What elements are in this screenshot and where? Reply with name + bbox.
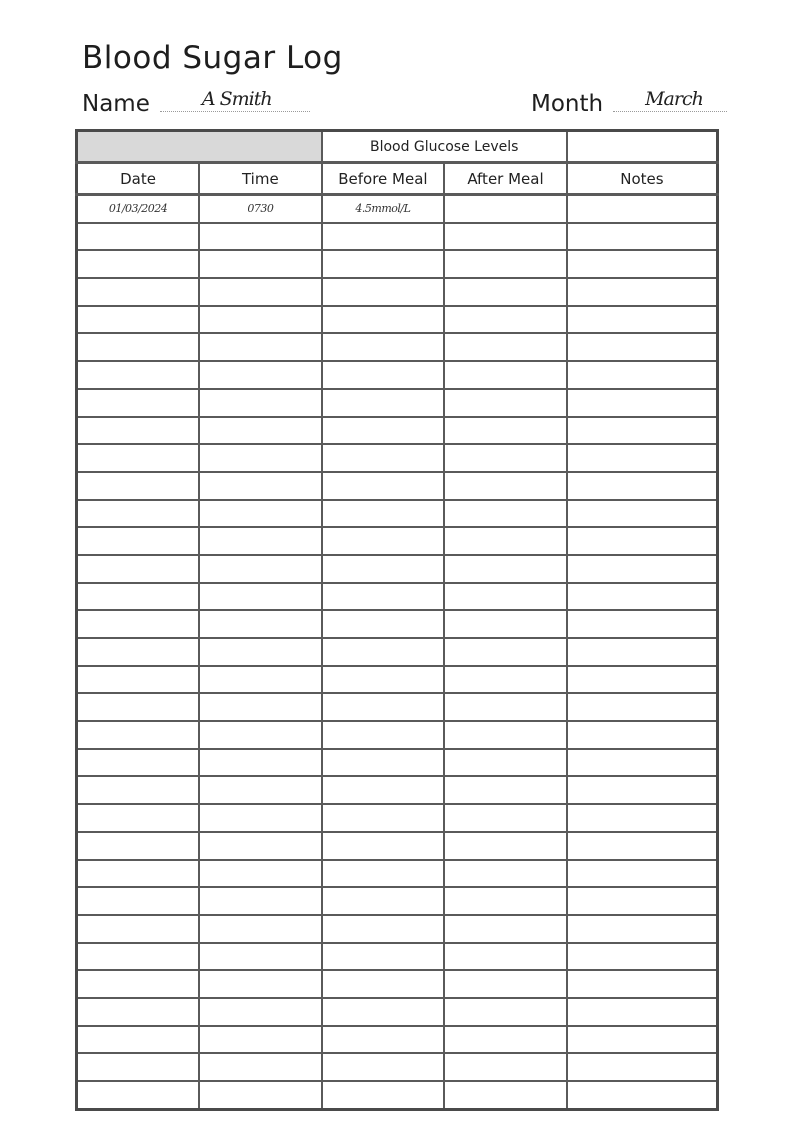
cell-date[interactable] — [77, 1053, 200, 1081]
cell-notes[interactable] — [567, 943, 718, 971]
table-row — [77, 417, 718, 445]
table-row — [77, 1026, 718, 1054]
cell-notes[interactable] — [567, 500, 718, 528]
cell-before-meal[interactable] — [322, 860, 445, 888]
cell-notes[interactable] — [567, 278, 718, 306]
table-row — [77, 638, 718, 666]
table-row — [77, 223, 718, 251]
blood-glucose-levels-header: Blood Glucose Levels — [322, 131, 567, 163]
cell-notes[interactable] — [567, 472, 718, 500]
table-row — [77, 278, 718, 306]
cell-after-meal[interactable] — [444, 444, 567, 472]
cell-time[interactable] — [199, 1026, 322, 1054]
cell-after-meal[interactable] — [444, 1053, 567, 1081]
cell-notes[interactable] — [567, 721, 718, 749]
page-title: Blood Sugar Log — [82, 40, 343, 76]
cell-before-meal[interactable] — [322, 500, 445, 528]
cell-time[interactable] — [199, 693, 322, 721]
cell-date[interactable] — [77, 250, 200, 278]
cell-time[interactable] — [199, 915, 322, 943]
cell-date[interactable] — [77, 804, 200, 832]
cell-date[interactable] — [77, 693, 200, 721]
cell-time[interactable] — [199, 278, 322, 306]
cell-notes[interactable] — [567, 804, 718, 832]
table-row — [77, 804, 718, 832]
table-row — [77, 472, 718, 500]
cell-time[interactable] — [199, 417, 322, 445]
column-header-time: Time — [199, 163, 322, 195]
cell-before-meal[interactable] — [322, 998, 445, 1026]
cell-notes[interactable] — [567, 527, 718, 555]
cell-date[interactable] — [77, 583, 200, 611]
cell-after-meal[interactable] — [444, 472, 567, 500]
cell-before-meal[interactable] — [322, 804, 445, 832]
cell-after-meal[interactable] — [444, 417, 567, 445]
cell-before-meal[interactable] — [322, 749, 445, 777]
cell-notes[interactable] — [567, 860, 718, 888]
cell-before-meal[interactable] — [322, 361, 445, 389]
cell-notes[interactable] — [567, 610, 718, 638]
cell-notes[interactable] — [567, 998, 718, 1026]
cell-date[interactable] — [77, 223, 200, 251]
cell-notes[interactable] — [567, 555, 718, 583]
name-value: A Smith — [201, 88, 272, 110]
name-field — [82, 86, 310, 118]
cell-notes[interactable] — [567, 666, 718, 694]
cell-date[interactable] — [77, 721, 200, 749]
column-header-before-meal: Before Meal — [322, 163, 445, 195]
cell-notes[interactable] — [567, 389, 718, 417]
cell-time[interactable] — [199, 887, 322, 915]
cell-after-meal[interactable] — [444, 998, 567, 1026]
cell-notes[interactable] — [567, 361, 718, 389]
cell-after-meal[interactable] — [444, 749, 567, 777]
cell-notes[interactable] — [567, 583, 718, 611]
shaded-header-cell — [77, 131, 322, 163]
cell-after-meal[interactable] — [444, 555, 567, 583]
table-row — [77, 943, 718, 971]
cell-before-meal[interactable] — [322, 1081, 445, 1109]
cell-notes[interactable] — [567, 638, 718, 666]
table-row — [77, 444, 718, 472]
cell-before-meal[interactable] — [322, 527, 445, 555]
cell-date[interactable] — [77, 1026, 200, 1054]
cell-time[interactable] — [199, 444, 322, 472]
cell-before-meal[interactable] — [322, 417, 445, 445]
cell-time[interactable] — [199, 832, 322, 860]
cell-after-meal[interactable] — [444, 333, 567, 361]
cell-after-meal[interactable] — [444, 638, 567, 666]
cell-after-meal[interactable] — [444, 1026, 567, 1054]
cell-after-meal[interactable] — [444, 804, 567, 832]
cell-date[interactable] — [77, 417, 200, 445]
cell-date[interactable]: 01/03/2024 — [77, 195, 200, 223]
cell-after-meal[interactable] — [444, 361, 567, 389]
cell-date[interactable] — [77, 970, 200, 998]
cell-after-meal[interactable] — [444, 887, 567, 915]
cell-time[interactable] — [199, 472, 322, 500]
cell-date[interactable] — [77, 500, 200, 528]
cell-date[interactable] — [77, 943, 200, 971]
table-row — [77, 500, 718, 528]
cell-after-meal[interactable] — [444, 223, 567, 251]
cell-notes[interactable] — [567, 1081, 718, 1109]
cell-before-meal[interactable] — [322, 610, 445, 638]
table-row — [77, 721, 718, 749]
cell-after-meal[interactable] — [444, 860, 567, 888]
cell-after-meal[interactable] — [444, 1081, 567, 1109]
cell-date[interactable] — [77, 333, 200, 361]
cell-before-meal[interactable] — [322, 915, 445, 943]
cell-time[interactable] — [199, 860, 322, 888]
table-row — [77, 333, 718, 361]
cell-time[interactable] — [199, 610, 322, 638]
month-label: Month — [531, 91, 604, 117]
table-row — [77, 555, 718, 583]
table-row — [77, 998, 718, 1026]
cell-time[interactable] — [199, 804, 322, 832]
table-row — [77, 887, 718, 915]
cell-time[interactable] — [199, 749, 322, 777]
cell-date[interactable] — [77, 666, 200, 694]
cell-notes[interactable] — [567, 832, 718, 860]
blank-header-cell — [567, 131, 718, 163]
cell-date[interactable] — [77, 832, 200, 860]
table-row — [77, 832, 718, 860]
cell-before-meal[interactable] — [322, 278, 445, 306]
cell-time[interactable] — [199, 1081, 322, 1109]
group-header-row — [77, 131, 718, 163]
cell-notes[interactable] — [567, 223, 718, 251]
cell-after-meal[interactable] — [444, 832, 567, 860]
cell-before-meal[interactable]: 4.5mmol/L — [322, 195, 445, 223]
table-row — [77, 583, 718, 611]
cell-after-meal[interactable] — [444, 195, 567, 223]
cell-notes[interactable] — [567, 1026, 718, 1054]
table-row — [77, 389, 718, 417]
cell-after-meal[interactable] — [444, 500, 567, 528]
cell-notes[interactable] — [567, 1053, 718, 1081]
cell-after-meal[interactable] — [444, 970, 567, 998]
cell-before-meal[interactable] — [322, 721, 445, 749]
cell-date[interactable] — [77, 749, 200, 777]
table-row — [77, 361, 718, 389]
cell-after-meal[interactable] — [444, 666, 567, 694]
table-row — [77, 1081, 718, 1109]
cell-time[interactable] — [199, 1053, 322, 1081]
cell-time[interactable] — [199, 776, 322, 804]
cell-notes[interactable] — [567, 306, 718, 334]
cell-before-meal[interactable] — [322, 333, 445, 361]
cell-date[interactable] — [77, 306, 200, 334]
cell-notes[interactable] — [567, 333, 718, 361]
month-input[interactable] — [613, 85, 727, 112]
cell-notes[interactable] — [567, 195, 718, 223]
cell-notes[interactable] — [567, 444, 718, 472]
table-row — [77, 306, 718, 334]
cell-time[interactable]: 0730 — [199, 195, 322, 223]
cell-after-meal[interactable] — [444, 250, 567, 278]
cell-before-meal[interactable] — [322, 666, 445, 694]
cell-before-meal[interactable] — [322, 472, 445, 500]
cell-before-meal[interactable] — [322, 223, 445, 251]
cell-date[interactable] — [77, 472, 200, 500]
table-row — [77, 610, 718, 638]
cell-date[interactable] — [77, 278, 200, 306]
cell-before-meal[interactable] — [322, 583, 445, 611]
cell-notes[interactable] — [567, 250, 718, 278]
table-row — [77, 915, 718, 943]
table-row — [77, 250, 718, 278]
cell-before-meal[interactable] — [322, 638, 445, 666]
cell-date[interactable] — [77, 610, 200, 638]
blood-sugar-table — [75, 129, 719, 1111]
cell-date[interactable] — [77, 527, 200, 555]
cell-before-meal[interactable] — [322, 306, 445, 334]
cell-notes[interactable] — [567, 749, 718, 777]
cell-time[interactable] — [199, 223, 322, 251]
cell-after-meal[interactable] — [444, 721, 567, 749]
cell-time[interactable] — [199, 527, 322, 555]
column-header-row — [77, 163, 718, 195]
cell-notes[interactable] — [567, 887, 718, 915]
month-value: March — [645, 88, 703, 110]
cell-after-meal[interactable] — [444, 915, 567, 943]
cell-time[interactable] — [199, 500, 322, 528]
cell-notes[interactable] — [567, 693, 718, 721]
cell-after-meal[interactable] — [444, 610, 567, 638]
table-row — [77, 527, 718, 555]
cell-time[interactable] — [199, 583, 322, 611]
cell-time[interactable] — [199, 555, 322, 583]
cell-after-meal[interactable] — [444, 583, 567, 611]
cell-date[interactable] — [77, 361, 200, 389]
cell-before-meal[interactable] — [322, 887, 445, 915]
cell-notes[interactable] — [567, 417, 718, 445]
cell-time[interactable] — [199, 333, 322, 361]
cell-before-meal[interactable] — [322, 444, 445, 472]
cell-time[interactable] — [199, 306, 322, 334]
table-row — [77, 776, 718, 804]
table-row — [77, 970, 718, 998]
cell-before-meal[interactable] — [322, 389, 445, 417]
table-row — [77, 693, 718, 721]
cell-after-meal[interactable] — [444, 389, 567, 417]
cell-time[interactable] — [199, 998, 322, 1026]
column-header-after-meal: After Meal — [444, 163, 567, 195]
name-input[interactable] — [160, 85, 310, 112]
cell-time[interactable] — [199, 970, 322, 998]
cell-before-meal[interactable] — [322, 943, 445, 971]
cell-time[interactable] — [199, 389, 322, 417]
cell-time[interactable] — [199, 721, 322, 749]
cell-before-meal[interactable] — [322, 832, 445, 860]
cell-date[interactable] — [77, 998, 200, 1026]
cell-after-meal[interactable] — [444, 776, 567, 804]
log-body — [77, 195, 718, 1110]
column-header-date: Date — [77, 163, 200, 195]
cell-notes[interactable] — [567, 776, 718, 804]
table-row — [77, 1053, 718, 1081]
cell-before-meal[interactable] — [322, 250, 445, 278]
table-row — [77, 749, 718, 777]
cell-after-meal[interactable] — [444, 943, 567, 971]
cell-date[interactable] — [77, 444, 200, 472]
cell-date[interactable] — [77, 555, 200, 583]
cell-before-meal[interactable] — [322, 776, 445, 804]
cell-before-meal[interactable] — [322, 1026, 445, 1054]
column-header-notes: Notes — [567, 163, 718, 195]
cell-date[interactable] — [77, 887, 200, 915]
cell-time[interactable] — [199, 666, 322, 694]
table-row — [77, 666, 718, 694]
cell-after-meal[interactable] — [444, 306, 567, 334]
cell-time[interactable] — [199, 943, 322, 971]
cell-date[interactable] — [77, 776, 200, 804]
table-row — [77, 195, 718, 223]
cell-after-meal[interactable] — [444, 278, 567, 306]
cell-after-meal[interactable] — [444, 527, 567, 555]
cell-date[interactable] — [77, 860, 200, 888]
cell-before-meal[interactable] — [322, 1053, 445, 1081]
cell-before-meal[interactable] — [322, 693, 445, 721]
name-label: Name — [82, 91, 150, 117]
cell-notes[interactable] — [567, 970, 718, 998]
table-row — [77, 860, 718, 888]
cell-time[interactable] — [199, 361, 322, 389]
cell-time[interactable] — [199, 638, 322, 666]
cell-before-meal[interactable] — [322, 970, 445, 998]
cell-date[interactable] — [77, 1081, 200, 1109]
cell-before-meal[interactable] — [322, 555, 445, 583]
cell-time[interactable] — [199, 250, 322, 278]
cell-date[interactable] — [77, 638, 200, 666]
cell-date[interactable] — [77, 389, 200, 417]
month-field — [531, 86, 727, 118]
cell-date[interactable] — [77, 915, 200, 943]
cell-after-meal[interactable] — [444, 693, 567, 721]
cell-notes[interactable] — [567, 915, 718, 943]
